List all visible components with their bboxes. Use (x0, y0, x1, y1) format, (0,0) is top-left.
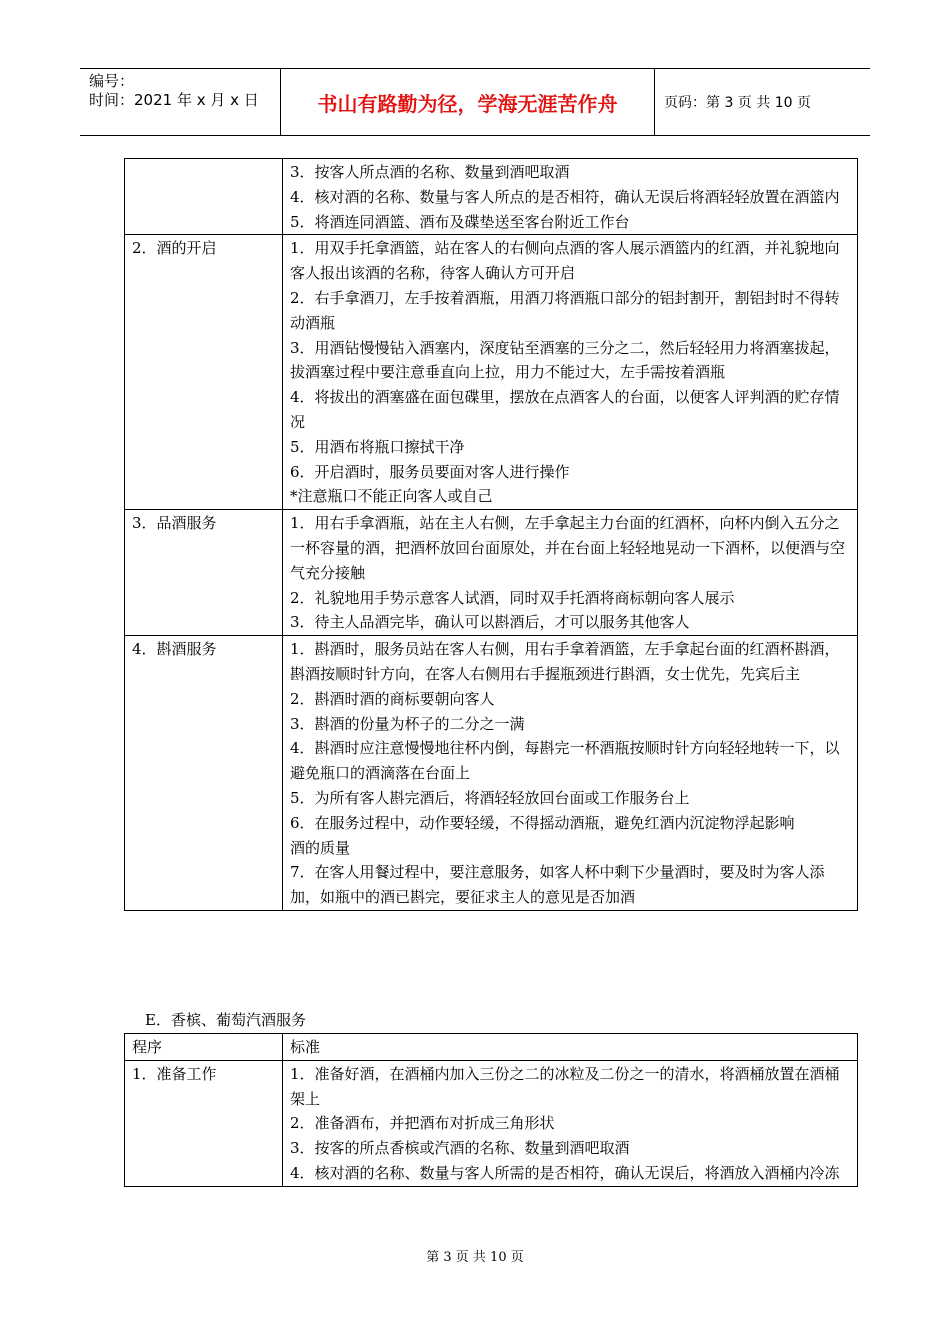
table-row (125, 159, 858, 235)
table-header-row (125, 1034, 858, 1061)
standard-cell (283, 159, 858, 235)
standard-line: 4．核对酒的名称、数量与客人所需的是否相符，确认无误后，将酒放入酒桶内冷冻 (290, 1163, 840, 1182)
wine-service-table (124, 158, 858, 911)
standard-cell (283, 235, 858, 510)
standard-line: 5．为所有客人斟完酒后，将酒轻轻放回台面或工作服务台上 (290, 788, 690, 807)
column-header-standard: 标准 (283, 1034, 858, 1061)
standard-cell (283, 510, 858, 636)
header-motto: 书山有路勤为径，学海无涯苦作舟 (281, 69, 655, 135)
standard-line: 1．准备好酒，在酒桶内加入三份之二的冰粒及二份之一的清水，将酒桶放置在酒桶架上 (290, 1064, 840, 1108)
standard-line: 3．按客人所点酒的名称、数量到酒吧取酒 (290, 163, 570, 181)
step-cell: 3．品酒服务 (125, 510, 283, 636)
standard-line: 3．斟酒的份量为杯子的二分之一满 (290, 714, 525, 733)
standard-line: 4．核对酒的名称、数量与客人所点的是否相符，确认无误后将酒轻轻放置在酒篮内 (290, 187, 840, 206)
section-e-title: E．香槟、葡萄汽酒服务 (145, 1011, 306, 1029)
champagne-service-table (124, 1033, 858, 1187)
column-header-procedure: 程序 (125, 1034, 283, 1061)
table-row (125, 1060, 858, 1186)
standard-line: 4．斟酒时应注意慢慢地往杯内倒，每斟完一杯酒瓶按顺时针方向轻轻地转一下，以避免瓶口的酒滴落在台面上 (290, 739, 840, 783)
document-number-label: 编号： (89, 72, 135, 90)
standard-line: 6．在服务过程中，动作要轻缓，不得摇动酒瓶，避免红酒内沉淀物浮起影响 (290, 813, 795, 832)
table-row (125, 636, 858, 911)
document-date: 时间：2021 年 x 月 x 日 (89, 91, 259, 109)
page-footer: 第 3 页 共 10 页 (426, 1250, 524, 1265)
standard-line: 1．用右手拿酒瓶，站在主人右侧，左手拿起主力台面的红酒杯，向杯内倒入五分之一杯容量的酒，把酒杯放回台面原处，并在台面上轻轻地晃动一下酒杯，以便酒与空气充分接触 (290, 514, 846, 582)
standard-line: 4．将拔出的酒塞盛在面包碟里，摆放在点酒客人的台面，以便客人评判酒的贮存情况 (290, 388, 840, 431)
table-row (125, 235, 858, 510)
standard-line: 3．用酒钻慢慢钻入酒塞内，深度钻至酒塞的三分之二，然后轻轻用力将酒塞拔起，拔酒塞过程中要注意垂直向上拉，用力不能过大，左手需按着酒瓶 (290, 338, 840, 382)
step-cell: 4．斟酒服务 (125, 636, 283, 911)
standard-line: 2．准备酒布，并把酒布对折成三角形状 (290, 1114, 555, 1133)
page-header (80, 68, 870, 136)
standard-line: *注意瓶口不能正向客人或自己 (290, 487, 493, 506)
step-cell: 1．准备工作 (125, 1060, 283, 1186)
standard-line: 1．用双手托拿酒篮，站在客人的右侧向点酒的客人展示酒篮内的红酒，并礼貌地向客人报出该酒的名称，待客人确认方可开启 (290, 239, 840, 283)
standard-line: 6．开启酒时，服务员要面对客人进行操作 (290, 462, 570, 481)
standard-cell (283, 636, 858, 911)
standard-cell (283, 1060, 858, 1186)
standard-line: 1．斟酒时，服务员站在客人右侧，用右手拿着酒篮，左手拿起台面的红酒杯斟酒，斟酒按顺时针方向，在客人右侧用右手握瓶颈进行斟酒，女士优先，先宾后主 (290, 640, 840, 683)
standard-line: 7．在客人用餐过程中，要注意服务，如客人杯中剩下少量酒时，要及时为客人添加，如瓶中的酒已斟完，要征求主人的意见是否加酒 (290, 863, 825, 907)
step-cell (125, 159, 283, 235)
standard-line: 酒的质量 (290, 838, 351, 857)
header-meta (80, 69, 281, 135)
standard-line: 2．斟酒时酒的商标要朝向客人 (290, 689, 495, 708)
standard-line: 3．按客的所点香槟或汽酒的名称、数量到酒吧取酒 (290, 1139, 630, 1158)
table-row (125, 510, 858, 636)
standard-line: 2．右手拿酒刀，左手按着酒瓶，用酒刀将酒瓶口部分的铝封割开，割铝封时不得转动酒瓶 (290, 288, 840, 332)
standard-line: 2．礼貌地用手势示意客人试酒，同时双手托酒将商标朝向客人展示 (290, 588, 735, 607)
step-cell: 2．酒的开启 (125, 235, 283, 510)
standard-line: 5．用酒布将瓶口擦拭干净 (290, 437, 465, 456)
standard-line: 3．待主人品酒完毕，确认可以斟酒后，才可以服务其他客人 (290, 613, 690, 632)
standard-line: 5．将酒连同酒篮、酒布及碟垫送至客台附近工作台 (290, 212, 630, 231)
header-page-number: 页码：第 3 页 共 10 页 (664, 95, 811, 111)
